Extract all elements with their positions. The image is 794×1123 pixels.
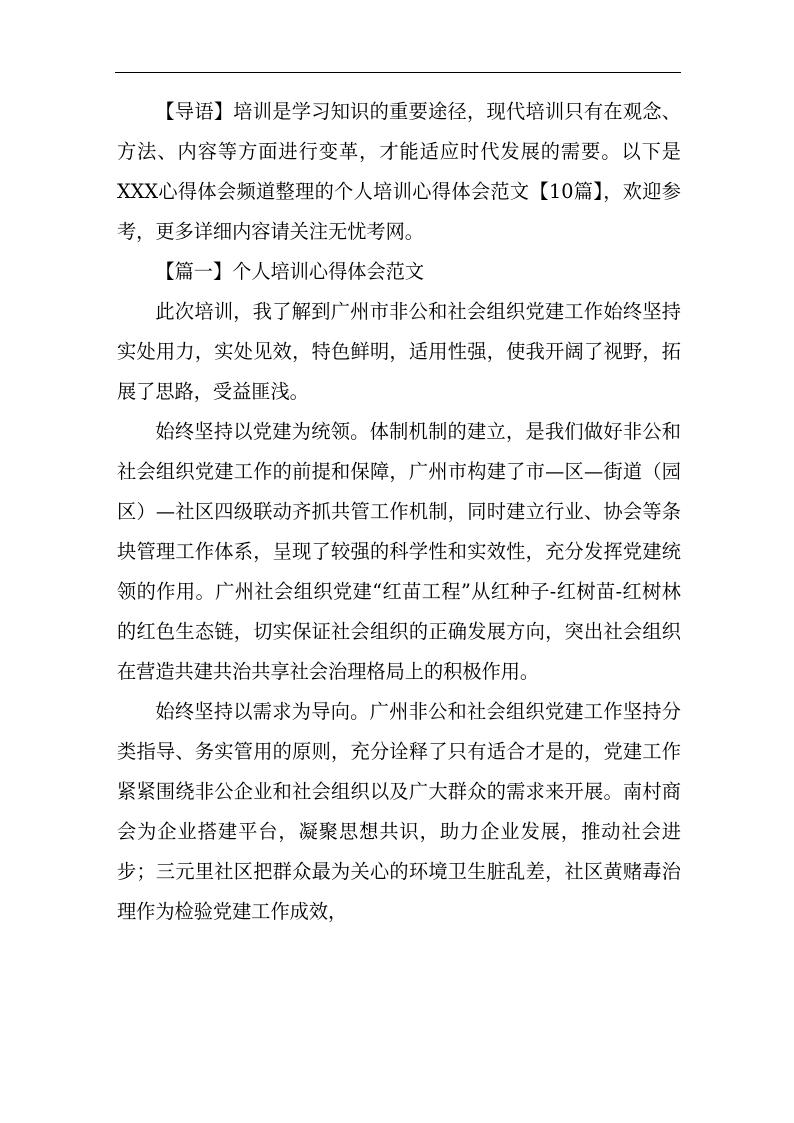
section-heading: 【篇一】个人培训心得体会范文: [155, 260, 425, 283]
body-paragraph: 始终坚持以党建为统领。体制机制的建立，是我们做好非公和社会组织党建工作的前提和保障，广州市构建了市—区—街道（园区）—社区四级联动齐抓共管工作机制，同时建立行业、协会等条块管理工作体系，呈现了较强的科学性和实效性，充分发挥党建统领的作用。广州社会组织党建“红苗工程”从红种子-红树苗-红树林的红色生态链，切实保证社会组织的正确发展方向，突出社会组织在营造共建共治共享社会治理格局上的积极作用。: [117, 420, 681, 683]
intro-paragraph: 【导语】培训是学习知识的重要途径，现代培训只有在观念、方法、内容等方面进行变革，才能适应时代发展的需要。以下是XXX心得体会频道整理的个人培训心得体会范文【10篇】，欢迎参考，更多详细内容请关注无忧考网。: [117, 100, 681, 243]
body-paragraph: 此次培训，我了解到广州市非公和社会组织党建工作始终坚持实处用力，实处见效，特色鲜明，适用性强，使我开阔了视野，拓展了思路，受益匪浅。: [117, 300, 681, 403]
header-rule: [115, 72, 681, 73]
document-body: [117, 92, 681, 932]
body-paragraph: 始终坚持以需求为导向。广州非公和社会组织党建工作坚持分类指导、务实管用的原则，充分诠释了只有适合才是的，党建工作紧紧围绕非公企业和社会组织以及广大群众的需求来开展。南村商会为企业搭建平台，凝聚思想共识，助力企业发展，推动社会进步；三元里社区把群众最为关心的环境卫生脏乱差，社区黄赌毒治理作为检验党建工作成效，: [117, 700, 681, 923]
